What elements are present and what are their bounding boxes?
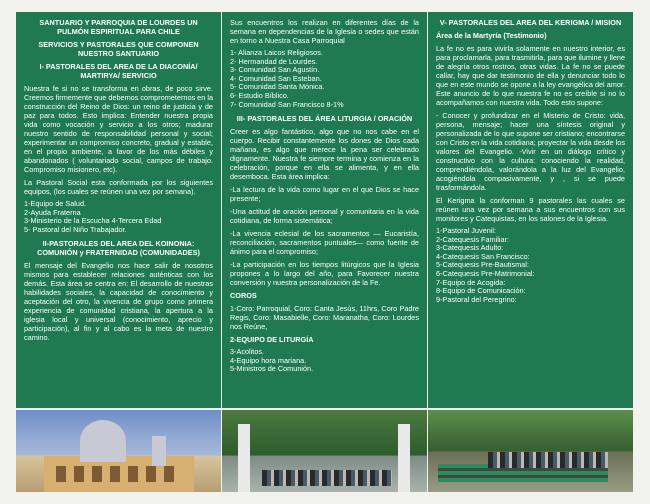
church-tower: [152, 436, 166, 466]
crowd: [488, 452, 608, 468]
social-teams-list: [24, 200, 213, 234]
altar-photo: [222, 410, 427, 492]
list-item: 2-Catequesis Familiar:: [436, 234, 509, 244]
section-koinonia-title: II-PASTORALES DEL AREA DEL KOINONIA: COMUNIÓN y FRATERNIDAD (COMUNIDADES): [37, 239, 200, 258]
list-item: 2-Ayuda Fraterna: [24, 207, 81, 217]
list-item: 6-Catequesis Pre-Matrimonial:: [436, 268, 535, 278]
liturgia-bullet: -La lectura de la vida como lugar en el que Dios se hace presente;: [230, 185, 419, 204]
list-item: 7- Comunidad San Francisco 8-1%: [230, 99, 344, 109]
list-item: 3-Ministerio de la Escucha 4-Tercera Edad: [24, 216, 162, 226]
pillar: [238, 424, 250, 492]
kerigma-paragraph: La fe no es para vivirla solamente en nuestro interior, es para proclamarla, para trasmitirla, para que ilumine y llene de alegría otros rostros, otras vidas. La fe no se puede callar, hay que dar testimonio de ella y denunciar todo lo que en este mundo se opone a la ley evangélica del amor. Este anuncio de lo que nuestra fe no es creíble si no lo acompañamos con nuestra vida. Todo esto supone:: [436, 44, 625, 107]
list-item: 5-Ministros de Comunión.: [230, 364, 314, 374]
brochure-title: SANTUARIO Y PARROQUIA DE LOURDES UN PULMÓN ESPIRITUAL PARA CHILE: [39, 18, 198, 36]
list-item: 7-Equipo de Acogida:: [436, 277, 506, 287]
pillar: [398, 424, 410, 492]
list-item: 4-Equipo hora mariana.: [230, 355, 307, 365]
communities-intro: Sus encuentros los realizan en diferentes días de la semana en dependencias de la Iglesia o sedes que están en torno a Nuestra Casa Parroquial: [230, 18, 419, 45]
kerigma-list: [436, 227, 625, 304]
panel-left: [16, 12, 221, 408]
communities-list: [230, 49, 419, 109]
list-item: 6- Estudio Bíblico.: [230, 90, 289, 100]
koinonia-paragraph: El mensaje del Evangelio nos hace salir de nosotros mismos para establecer relaciones auténticas con los demás. Esta área se centra en: El desarrollo de nuestras habilidades sociales, la capacidad de conocimiento y aceptación del otro, la vivencia de grupo como primera experiencia de comunidad cristiana, la apertura a la iglesia local y universal (conocimiento, aprecio y participación), al fin y al cabo es la meta de nuestro camino.: [24, 261, 213, 343]
list-item: 3- Comunidad San Agustín.: [230, 65, 320, 75]
list-item: 9-Pastoral del Peregrino:: [436, 294, 517, 304]
services-title: SERVICIOS Y PASTORALES QUE COMPONEN NUESTRO SANTUARIO: [38, 40, 199, 58]
section-diaconia-title: I- PASTORALES DEL AREA DE LA DIACONÍA/ MARTIRYA/ SERVICIO: [39, 62, 198, 80]
kerigma-paragraph-2: - Conocer y profundizar en el Misterio de Cristo: vida, persona, mensaje; hacer una síntesis original y personalizada de lo que supone ser cristiano; encontrarse con Cristo en la vida cotidiana; proyectar la vida desde los valores del Evangelio. -Vivir en un diálogo crítico y constructivo con la cultura: conociendo la realidad, comprendiéndola, valorándola a la luz del Evangelio, acogiéndola compasivamente, y , si se puede trasformándola.: [436, 111, 625, 192]
panel-middle: [222, 12, 427, 408]
list-item: 1- Alianza Laicos Religiosos.: [230, 48, 323, 57]
section-liturgia-title: III- PASTORALES DEL ÁREA LITURGIA / ORACIÓN: [236, 114, 413, 124]
crowd: [262, 470, 392, 486]
list-item: 4- Comunidad San Esteban.: [230, 73, 322, 83]
liturgia-bullet: -Una actitud de oración personal y comunitaria en la vida cotidiana, de forma sistemática;: [230, 207, 419, 226]
list-item: 3-Catequesis Adulto:: [436, 243, 504, 253]
equipo-liturgia-title: 2-EQUIPO DE LITURGÍA: [230, 335, 314, 345]
liturgia-paragraph: Creer es algo fantástico, algo que no nos cabe en el cuerpo. Recibir constantemente los dones de Dios cada mañana, es algo que merece la pena ser celebrado dignamente. Nuestra fe siempre termina y comienza en la celebración, porque en ella se alimenta, y en ella desemboca. Esta área implica:: [230, 127, 419, 182]
coros-title: COROS: [230, 291, 257, 301]
liturgia-bullet: -La vivencia eclesial de los sacramentos — Eucaristía, reconciliación, sacramentos puntuales— como fuente de ánimo para el compromiso;: [230, 229, 419, 257]
church-photo: [16, 410, 221, 492]
list-item: 4-Catequesis San Francisco:: [436, 251, 530, 261]
panel-right: [428, 12, 633, 408]
list-item: 1-Pastoral Juvenil:: [436, 226, 497, 235]
diaconia-paragraph: Nuestra fe si no se transforma en obras, de poco sirve. Creemos firmemente que debemos comprometernos en la construcción del Reino de Dios: un reino de justicia y de paz para todos. Esto implica: Entender nuestra propia vida como vocación y servicio a los otros; madurar nuestro sentido de responsabilidad personal y social; experimentar un compromiso concreto, gradual y estable, en el propio ambiente, a favor de los más débiles y abandonados ( voluntariado social, campos de trabajo. Compromiso misionero, etc).: [24, 84, 213, 174]
list-item: 8-Equipo de Comunicación:: [436, 286, 526, 296]
list-item: 1-Equipo de Salud.: [24, 199, 87, 208]
martyria-subtitle: Área de la Martyría (Testimonio): [436, 31, 547, 40]
liturgia-bullet: -La participación en los tiempos litúrgicos que la Iglesia propones a lo largo del año, para Favorecer nuestra conversión y nuestra personalización de la Fe.: [230, 260, 419, 288]
coros-text: 1-Coro: Parroquial, Coro: Canta Jesús, 11hrs, Coro Padre Regis, Coro: Masabielle, Coro: Maranatha, Coro: Lourdes nos Reúne,: [230, 304, 419, 332]
list-item: 5- Comunidad Santa Mónica.: [230, 82, 325, 92]
list-item: 5- Pastoral del Niño Trabajador.: [24, 224, 127, 234]
pastoral-social-paragraph: La Pastoral Social esta conformada por los siguientes equipos, (los cuales se reúnen una vez por semana).: [24, 178, 213, 196]
equipo-liturgia-list: [230, 348, 419, 374]
section-kerigma-title: V- PASTORALES DEL AREA DEL KERIGMA / MISION: [439, 18, 622, 27]
list-item: 5-Catequesis Pre-Bautismal:: [436, 260, 529, 270]
church-arches: [56, 466, 176, 482]
park-photo: [428, 410, 633, 492]
church-dome: [80, 420, 126, 462]
kerigma-paragraph-3: El Kerigma la conforman 9 pastorales las cuales se reúnen una vez por semana a sus encuentros con sus monitores y Catequistas, en los salones de la Iglesia.: [436, 196, 625, 223]
list-item: 2- Hermandad de Lourdes.: [230, 56, 318, 66]
list-item: 3-Acolitos.: [230, 347, 265, 357]
